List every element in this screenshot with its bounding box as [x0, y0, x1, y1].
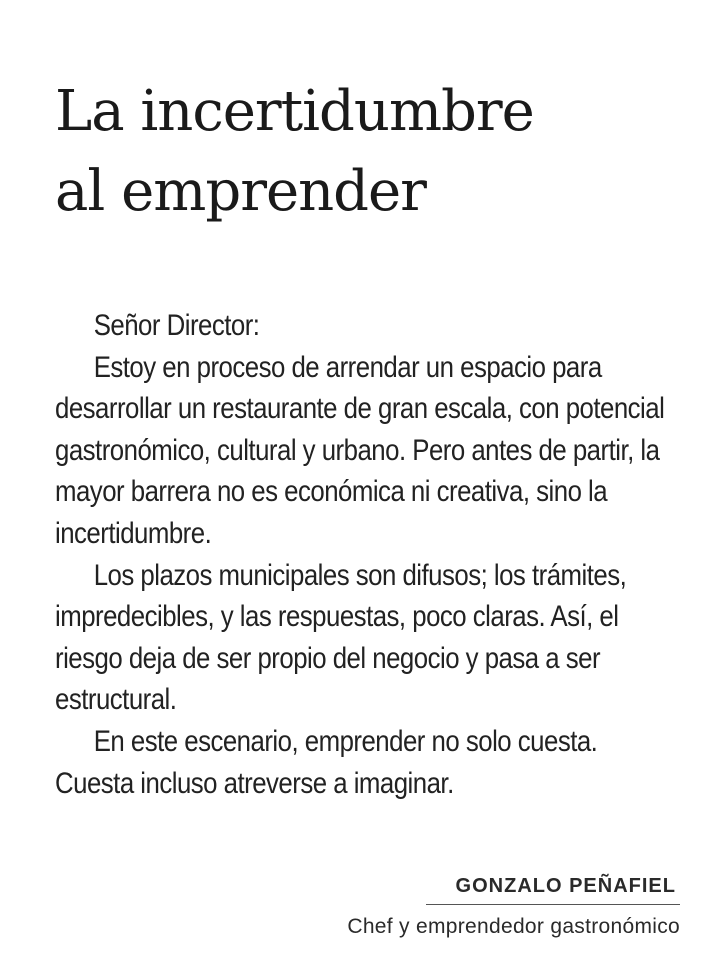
headline-line-1: La incertidumbre: [55, 79, 534, 144]
author-name: GONZALO PEÑAFIEL: [426, 875, 680, 905]
letter-body: [55, 305, 668, 804]
headline: [55, 0, 668, 232]
paragraph-1: Estoy en proceso de arrendar un espacio para desarrollar un restaurante de gran escala, con potencial gastronómico, cultural y urbano. Pero antes de partir, la mayor barrera no es económica ni creativa, sino la incertidumbre.: [55, 350, 665, 550]
headline-line-2: al emprender: [55, 159, 426, 224]
author-role: Chef y emprendedor gastronómico: [347, 915, 680, 938]
salutation: Señor Director:: [93, 309, 260, 342]
paragraph-3: En este escenario, emprender no solo cuesta. Cuesta incluso atreverse a imaginar.: [55, 724, 598, 800]
signature-block: [347, 875, 680, 939]
paragraph-2: Los plazos municipales son difusos; los trámites, impredecibles, y las respuestas, poco claras. Así, el riesgo deja de ser propio del negocio y pasa a ser estructural.: [55, 558, 627, 717]
